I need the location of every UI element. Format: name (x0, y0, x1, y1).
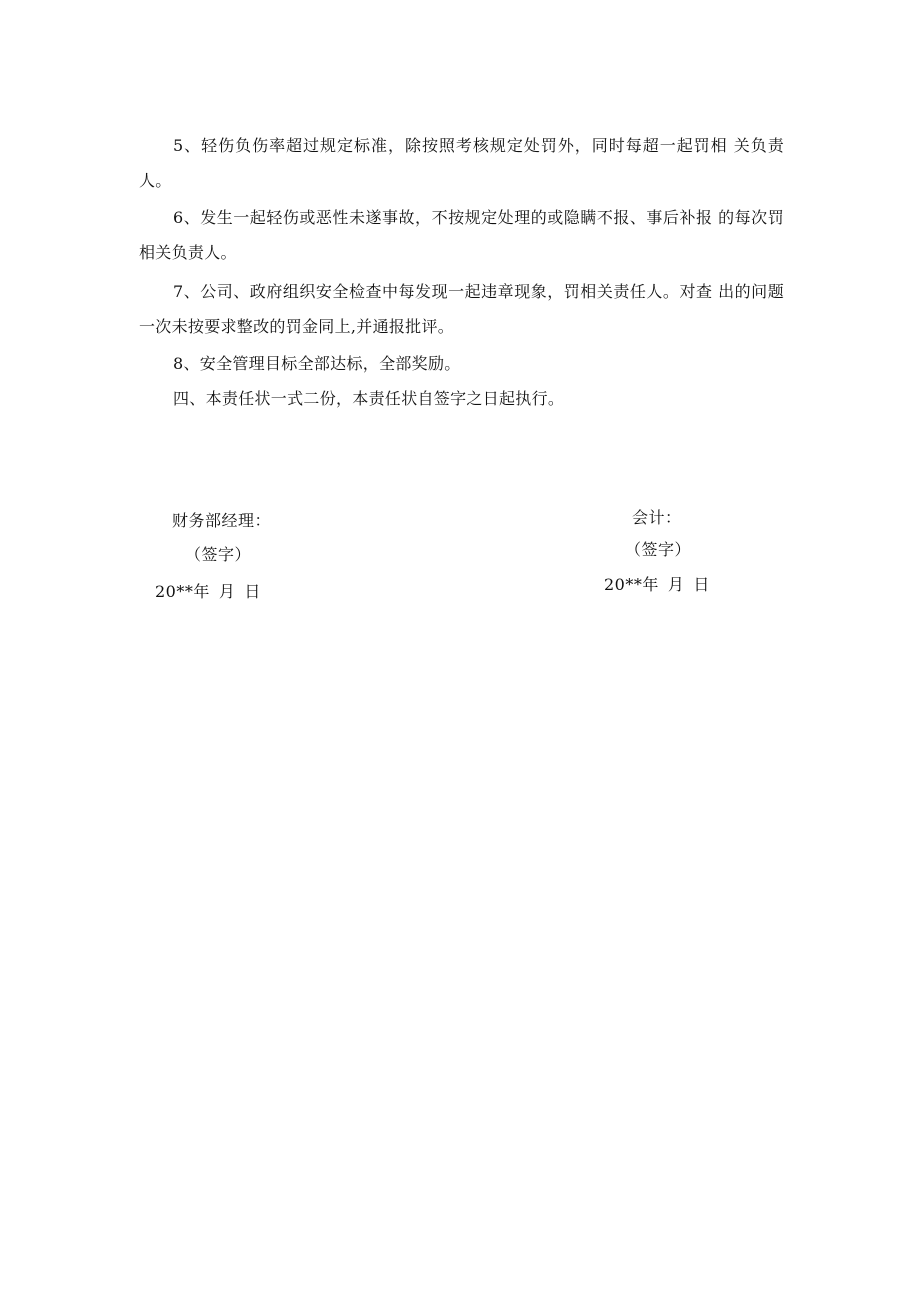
clause-7: 7、公司、政府组织安全检查中每发现一起违章现象，罚相关责任人。对查 出的问题一次未按要求整改的罚金同上,并通报批评。 (139, 282, 784, 336)
signature-placeholder-right: （签字） (625, 540, 692, 559)
date-day-left: 日 (244, 582, 261, 601)
date-year-left: 20**年 (155, 582, 210, 601)
date-day-right: 日 (693, 575, 710, 594)
clause-8: 8、安全管理目标全部达标，全部奖励。 (173, 354, 461, 373)
date-month-right: 月 (667, 575, 685, 594)
clause-5: 5、轻伤负伤率超过规定标准，除按照考核规定处罚外，同时每超一起罚相 关负责人。 (139, 136, 784, 190)
date-month-left: 月 (218, 582, 236, 601)
signature-placeholder-left: （签字） (185, 545, 252, 564)
signer-title-accountant: 会计： (632, 508, 682, 527)
signer-title-finance-manager: 财务部经理： (172, 511, 272, 530)
clause-list (139, 128, 784, 416)
date-line-right (604, 575, 710, 595)
date-line-left (155, 582, 261, 602)
clause-6: 6、发生一起轻伤或恶性未遂事故，不按规定处理的或隐瞒不报、事后补报 的每次罚相关负责人。 (139, 208, 784, 262)
date-year-right: 20**年 (604, 575, 659, 594)
clause-four: 四、本责任状一式二份，本责任状自签字之日起执行。 (173, 389, 565, 408)
